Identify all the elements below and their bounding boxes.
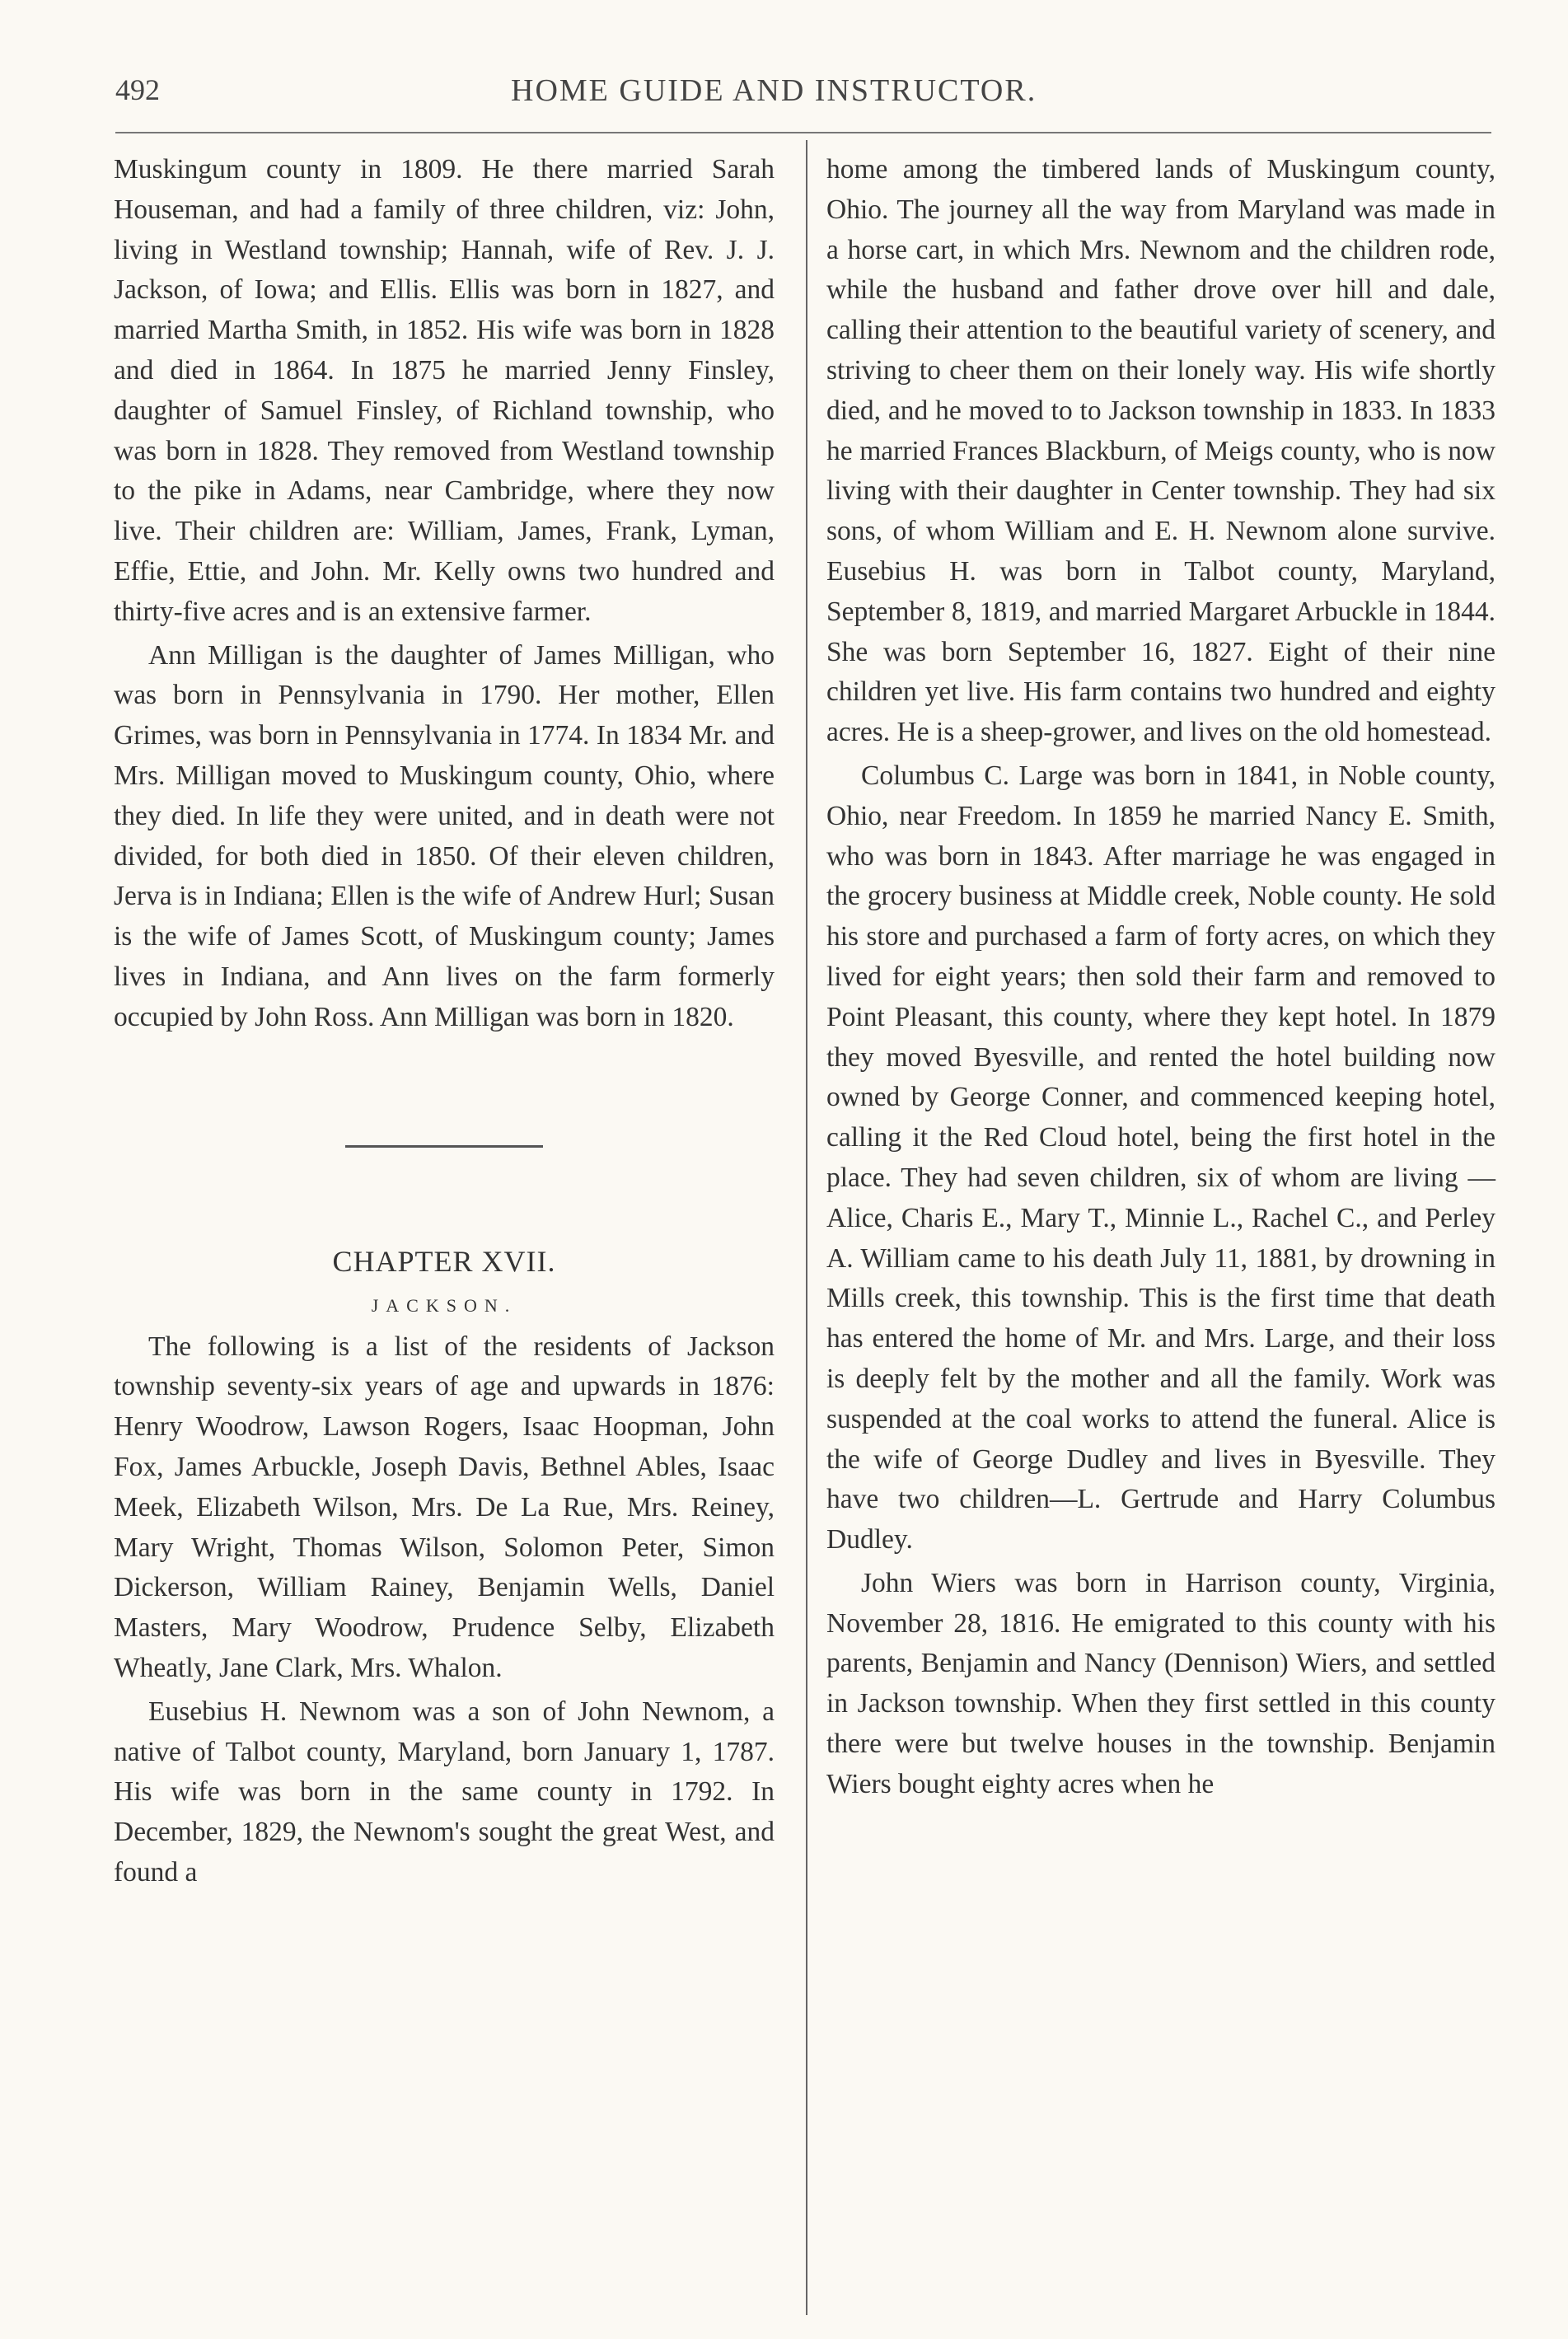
header-rule xyxy=(115,132,1491,133)
paragraph-wiers: John Wiers was born in Harrison county, Virginia, November 28, 1816. He emigrated to this county with his parents, Benjamin and Nancy (Dennison) Wiers, and settled in Jackson township. When they first settled in this county there were but twelve houses in the township. Benjamin Wiers bought eighty acres when he xyxy=(826,1567,1495,1799)
paragraph-residents: The following is a list of the residents of Jackson township seventy-six years of age and upwards in 1876: Henry Woodrow, Lawson Rogers, Isaac Hoopman, John Fox, James Arbuckle, Joseph Davis, Bethnel Ables, Isaac Meek, Elizabeth Wilson, Mrs. De La Rue, Mrs. Reiney, Mary Wright, Thomas Wilson, Solomon Peter, Simon Dickerson, William Rainey, Benjamin Wells, Daniel Masters, Mary Woodrow, Prudence Selby, Elizabeth Wheatly, Jane Clark, Mrs. Whalon. xyxy=(114,1331,775,1683)
right-column xyxy=(826,150,1495,1805)
page-number: 492 xyxy=(115,73,160,106)
paragraph-newnom-continued: home among the timbered lands of Muskingum county, Ohio. The journey all the way from Maryland was made in a horse cart, in which Mrs. Newnom and the children rode, while the husband and father drove over hill and dale, calling their attention to the beautiful variety of scenery, and striving to cheer them on their lonely way. His wife shortly died, and he moved to to Jackson township in 1833. In 1833 he married Frances Blackburn, of Meigs county, who is now living with their daughter in Center township. They had six sons, of whom William and E. H. Newnom alone survive. Eusebius H. was born in Talbot county, Maryland, September 8, 1819, and married Margaret Arbuckle in 1844. She was born September 16, 1827. Eight of their nine children yet live. His farm contains two hundred and eighty acres. He is a sheep-grower, and lives on the old homestead. xyxy=(826,154,1495,748)
left-column xyxy=(114,150,775,1893)
chapter-title: CHAPTER XVII. xyxy=(332,1244,556,1278)
paragraph-milligan: Ann Milligan is the daughter of James Milligan, who was born in Pennsylvania in 1790. Her mother, Ellen Grimes, was born in Pennsylvania in 1774. In 1834 Mr. and Mrs. Milligan moved to Muskingum county, Ohio, where they died. In life they were united, and in death were not divided, for both died in 1850. Of their eleven children, Jerva is in Indiana; Ellen is the wife of Andrew Hurl; Susan is the wife of James Scott, of Muskingum county; James lives in Indiana, and Ann lives on the farm formerly occupied by John Ross. Ann Milligan was born in 1820. xyxy=(114,639,775,1032)
paragraph-newnom: Eusebius H. Newnom was a son of John Newnom, a native of Talbot county, Maryland, born January 1, 1787. His wife was born in the same county in 1792. In December, 1829, the Newnom's sought the great West, and found a xyxy=(114,1696,775,1888)
paragraph-large: Columbus C. Large was born in 1841, in Noble county, Ohio, near Freedom. In 1859 he married Nancy E. Smith, who was born in 1843. After marriage he was engaged in the grocery business at Middle creek, Noble county. He sold his store and purchased a farm of forty acres, on which they lived for eight years; then sold their farm and removed to Point Pleasant, this county, where they kept hotel. In 1879 they moved Byesville, and rented the hotel building now owned by George Conner, and commenced keeping hotel, calling it the Red Cloud hotel, being the first hotel in the place. They had seven children, six of whom are living —Alice, Charis E., Mary T., Minnie L., Rachel C., and Perley A. William came to his death July 11, 1881, by drowning in Mills creek, this township. This is the first time that death has entered the home of Mr. and Mrs. Large, and their loss is deeply felt by the mother and all the family. Work was suspended at the coal works to attend the funeral. Alice is the wife of George Dudley and lives in Byesville. They have two children—L. Gertrude and Harry Columbus Dudley. xyxy=(826,760,1495,1555)
paragraph-kelly-continued: Muskingum county in 1809. He there married Sarah Houseman, and had a family of three children, viz: John, living in Westland township; Hannah, wife of Rev. J. J. Jackson, of Iowa; and Ellis. Ellis was born in 1827, and married Martha Smith, in 1852. His wife was born in 1828 and died in 1864. In 1875 he married Jenny Finsley, daughter of Samuel Finsley, of Richland township, who was born in 1828. They removed from Westland township to the pike in Adams, near Cambridge, where they now live. Their children are: William, James, Frank, Lyman, Effie, Ettie, and John. Mr. Kelly owns two hundred and thirty-five acres and is an extensive farmer. xyxy=(114,154,775,627)
section-rule xyxy=(345,1145,543,1148)
running-title: HOME GUIDE AND INSTRUCTOR. xyxy=(511,73,1037,108)
column-divider xyxy=(806,140,807,2315)
chapter-subtitle: JACKSON. xyxy=(371,1294,517,1316)
